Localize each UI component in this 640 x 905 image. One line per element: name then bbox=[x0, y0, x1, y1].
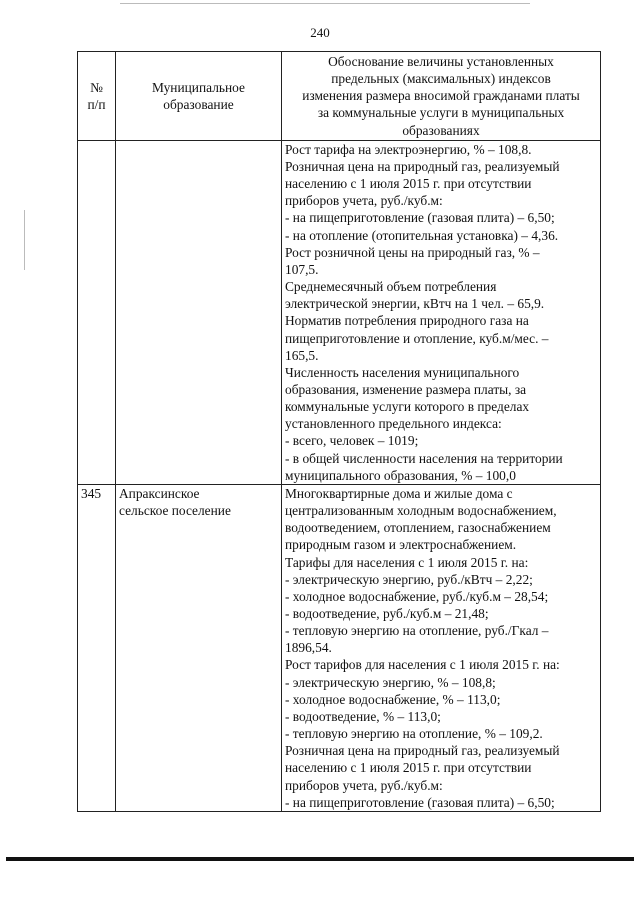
description-line: - электрическую энергию, % – 108,8; bbox=[285, 674, 496, 690]
description-line: - в общей численности населения на территории bbox=[285, 450, 563, 466]
header-line: образованиях bbox=[402, 122, 480, 138]
municipality-line: Апраксинское bbox=[119, 485, 200, 501]
description-line: природным газом и электроснабжением. bbox=[285, 537, 517, 553]
description-line: - водоотведение, % – 113,0; bbox=[285, 708, 441, 724]
description-line: Рост розничной цены на природный газ, % – bbox=[285, 244, 540, 260]
header-line: за коммунальные услуги в муниципальных bbox=[317, 105, 565, 121]
header-line: образование bbox=[163, 96, 234, 112]
description-line: - тепловую энергию на отопление, руб./Гкал – bbox=[285, 623, 549, 639]
row-municipality-cell bbox=[116, 140, 282, 484]
page-bottom-rule bbox=[6, 857, 634, 861]
description-line: водоотведением, отоплением, газоснабжением bbox=[285, 520, 551, 536]
description-line: 165,5. bbox=[285, 347, 319, 363]
description-line: муниципального образования, % – 100,0 bbox=[285, 467, 516, 483]
header-line: Муниципальное bbox=[152, 79, 245, 95]
description-line: 107,5. bbox=[285, 261, 319, 277]
municipality-line: сельское поселение bbox=[119, 503, 231, 519]
description-line: Среднемесячный объем потребления bbox=[285, 279, 497, 295]
tariff-justification-table bbox=[77, 51, 601, 812]
description-line: - тепловую энергию на отопление, % – 109,2. bbox=[285, 726, 543, 742]
description-line: - на пищеприготовление (газовая плита) – 6,50; bbox=[285, 794, 555, 810]
table-row-continuation bbox=[78, 140, 601, 484]
description-line: централизованным холодным водоснабжением, bbox=[285, 503, 557, 519]
header-line: изменения размера вносимой гражданами платы bbox=[302, 88, 580, 104]
description-line: приборов учета, руб./куб.м: bbox=[285, 193, 443, 209]
scan-artifact-left bbox=[24, 210, 25, 270]
description-line: Норматив потребления природного газа на bbox=[285, 313, 529, 329]
description-line: Многоквартирные дома и жилые дома с bbox=[285, 485, 513, 501]
description-line: - на отопление (отопительная установка) – 4,36. bbox=[285, 227, 559, 243]
description-line: установленного предельного индекса: bbox=[285, 416, 502, 432]
description-line: населению с 1 июля 2015 г. при отсутствии bbox=[285, 176, 532, 192]
description-line: - всего, человек – 1019; bbox=[285, 433, 419, 449]
description-line: коммунальные услуги которого в пределах bbox=[285, 399, 530, 415]
description-line: - электрическую энергию, руб./кВтч – 2,22; bbox=[285, 571, 533, 587]
header-line: п/п bbox=[87, 96, 106, 112]
header-line: № bbox=[90, 79, 103, 95]
header-line: предельных (максимальных) индексов bbox=[331, 71, 551, 87]
description-line: Численность населения муниципального bbox=[285, 364, 520, 380]
description-line: приборов учета, руб./куб.м: bbox=[285, 777, 443, 793]
table-header-row bbox=[78, 52, 601, 141]
header-number bbox=[78, 52, 116, 141]
header-justification bbox=[282, 52, 601, 141]
description-line: 1896,54. bbox=[285, 640, 332, 656]
description-line: образования, изменение размера платы, за bbox=[285, 381, 527, 397]
header-line: Обоснование величины установленных bbox=[328, 54, 554, 69]
description-line: Тарифы для населения с 1 июля 2015 г. на: bbox=[285, 554, 529, 570]
table-row-345 bbox=[78, 484, 601, 811]
scan-artifact-top bbox=[120, 3, 530, 4]
description-line: электрической энергии, кВтч на 1 чел. – 65,9. bbox=[285, 296, 545, 312]
description-line: - холодное водоснабжение, руб./куб.м – 28,54; bbox=[285, 588, 549, 604]
description-line: - на пищеприготовление (газовая плита) – 6,50; bbox=[285, 210, 555, 226]
description-line: Рост тарифов для населения с 1 июля 2015 г. на: bbox=[285, 657, 560, 673]
row-number-cell bbox=[78, 140, 116, 484]
header-municipality bbox=[116, 52, 282, 141]
description-line: - водоотведение, руб./куб.м – 21,48; bbox=[285, 606, 489, 621]
description-line: пищеприготовление и отопление, куб.м/мес. – bbox=[285, 330, 549, 346]
description-line: Розничная цена на природный газ, реализуемый bbox=[285, 158, 560, 174]
description-line: Розничная цена на природный газ, реализуемый bbox=[285, 743, 560, 759]
row-number-cell: 345 bbox=[78, 484, 116, 811]
description-line: - холодное водоснабжение, % – 113,0; bbox=[285, 691, 501, 707]
row-description-cell bbox=[282, 484, 601, 811]
row-description-cell bbox=[282, 140, 601, 484]
row-municipality-cell bbox=[116, 484, 282, 811]
description-line: населению с 1 июля 2015 г. при отсутствии bbox=[285, 760, 532, 776]
page-number: 240 bbox=[310, 25, 330, 40]
description-line: Рост тарифа на электроэнергию, % – 108,8. bbox=[285, 141, 532, 157]
